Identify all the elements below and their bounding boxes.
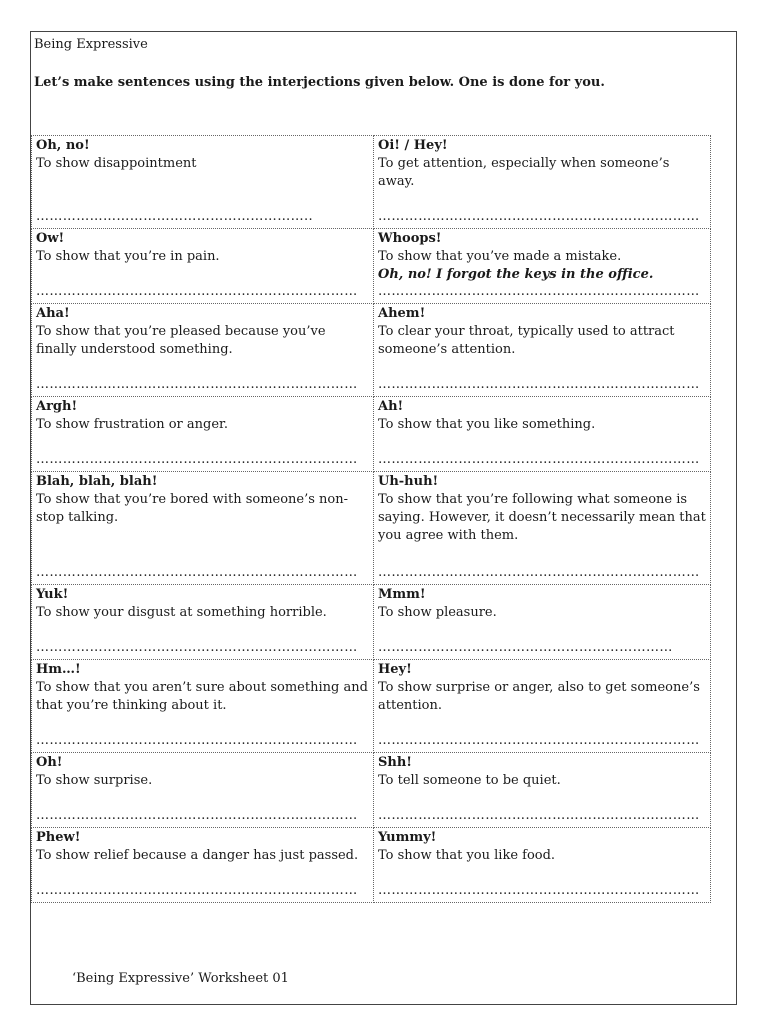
- table-row: [32, 660, 711, 753]
- interjection-word: Ah!: [378, 399, 404, 414]
- table-row: [32, 472, 711, 585]
- interjection-cell: [374, 753, 711, 828]
- interjection-description: To show pleasure.: [378, 605, 497, 620]
- table-row: [32, 304, 711, 397]
- interjection-word: Ahem!: [378, 306, 426, 321]
- answer-line[interactable]: ………………………………………………………………: [36, 377, 358, 392]
- interjection-cell: [374, 136, 711, 229]
- answer-line[interactable]: ………………………………………………………………: [36, 883, 358, 898]
- interjection-word: Mmm!: [378, 587, 426, 602]
- table-row: [32, 229, 711, 304]
- interjection-word: Oi! / Hey!: [378, 138, 448, 153]
- interjection-description: To show that you’re in pain.: [36, 249, 220, 264]
- interjection-cell: [374, 660, 711, 753]
- interjection-cell: [374, 229, 711, 304]
- example-sentence: Oh, no! I forgot the keys in the office.: [378, 267, 654, 282]
- interjection-description: To show surprise.: [36, 773, 153, 788]
- document-title: Being Expressive: [34, 37, 148, 52]
- table-row: [32, 828, 711, 903]
- interjection-cell: [32, 828, 374, 903]
- table-row: [32, 136, 711, 229]
- table-row: [32, 585, 711, 660]
- interjection-word: Uh-huh!: [378, 474, 439, 489]
- interjection-description: To show that you aren’t sure about something and that you’re thinking about it.: [36, 680, 368, 713]
- interjection-word: Shh!: [378, 755, 412, 770]
- answer-line[interactable]: ………………………………………………………………: [378, 733, 700, 748]
- answer-line[interactable]: ………………………………………………………………: [378, 808, 700, 823]
- interjection-cell: [32, 660, 374, 753]
- interjection-description: To show that you’ve made a mistake.: [378, 249, 622, 264]
- interjection-description: To show disappointment: [36, 156, 197, 171]
- instruction-text: Let’s make sentences using the interjections given below. One is done for you.: [34, 75, 605, 90]
- table-row: [32, 397, 711, 472]
- answer-line[interactable]: …………………………………………………………: [378, 640, 673, 655]
- answer-line[interactable]: ………………………………………………………………: [378, 565, 700, 580]
- answer-line[interactable]: ………………………………………………………………: [378, 377, 700, 392]
- interjection-word: Phew!: [36, 830, 81, 845]
- interjection-word: Oh, no!: [36, 138, 90, 153]
- table-row: [32, 753, 711, 828]
- footer-text: ‘Being Expressive’ Worksheet 01: [72, 971, 289, 986]
- interjection-description: To get attention, especially when someone’s away.: [378, 156, 670, 189]
- answer-line[interactable]: ………………………………………………………………: [36, 565, 358, 580]
- interjection-description: To show that you like food.: [378, 848, 556, 863]
- interjection-cell: [32, 397, 374, 472]
- interjection-description: To clear your throat, typically used to attract someone’s attention.: [378, 324, 675, 357]
- answer-line[interactable]: ………………………………………………………………: [36, 640, 358, 655]
- interjection-description: To show that you’re pleased because you’ve finally understood something.: [36, 324, 326, 357]
- interjection-description: To show relief because a danger has just passed.: [36, 848, 359, 863]
- interjection-cell: [374, 828, 711, 903]
- interjection-word: Argh!: [36, 399, 78, 414]
- interjection-cell: [32, 304, 374, 397]
- interjection-word: Hm…!: [36, 662, 81, 677]
- answer-line[interactable]: ……………………………………………………..: [36, 209, 314, 224]
- interjection-cell: [32, 136, 374, 229]
- interjection-word: Whoops!: [378, 231, 442, 246]
- answer-line[interactable]: ………………………………………………………………: [378, 883, 700, 898]
- interjection-description: To show that you like something.: [378, 417, 596, 432]
- answer-line[interactable]: ………………………………………………………………: [378, 284, 700, 299]
- interjection-description: To show your disgust at something horrible.: [36, 605, 327, 620]
- interjection-cell: [374, 304, 711, 397]
- answer-line[interactable]: ………………………………………………………………: [36, 808, 358, 823]
- interjection-word: Ow!: [36, 231, 65, 246]
- interjection-table: [31, 135, 711, 903]
- answer-line[interactable]: ………………………………………………………………: [378, 452, 700, 467]
- interjection-description: To show surprise or anger, also to get someone’s attention.: [378, 680, 700, 713]
- interjection-description: To show that you’re following what someone is saying. However, it doesn’t necessarily mean that you agree with them.: [378, 492, 706, 543]
- interjection-word: Yuk!: [36, 587, 69, 602]
- interjection-word: Blah, blah, blah!: [36, 474, 158, 489]
- interjection-cell: [32, 753, 374, 828]
- interjection-word: Hey!: [378, 662, 412, 677]
- interjection-cell: [374, 585, 711, 660]
- interjection-word: Yummy!: [378, 830, 437, 845]
- interjection-word: Aha!: [36, 306, 70, 321]
- interjection-description: To show that you’re bored with someone’s non-stop talking.: [36, 492, 349, 525]
- answer-line[interactable]: ………………………………………………………………: [36, 452, 358, 467]
- interjection-cell: [32, 585, 374, 660]
- answer-line[interactable]: ………………………………………………………………: [378, 209, 700, 224]
- interjection-cell: [32, 229, 374, 304]
- interjection-cell: [374, 472, 711, 585]
- interjection-word: Oh!: [36, 755, 63, 770]
- interjection-cell: [32, 472, 374, 585]
- interjection-description: To tell someone to be quiet.: [378, 773, 561, 788]
- answer-line[interactable]: ………………………………………………………………: [36, 733, 358, 748]
- interjection-cell: [374, 397, 711, 472]
- interjection-description: To show frustration or anger.: [36, 417, 228, 432]
- answer-line[interactable]: ………………………………………………………………: [36, 284, 358, 299]
